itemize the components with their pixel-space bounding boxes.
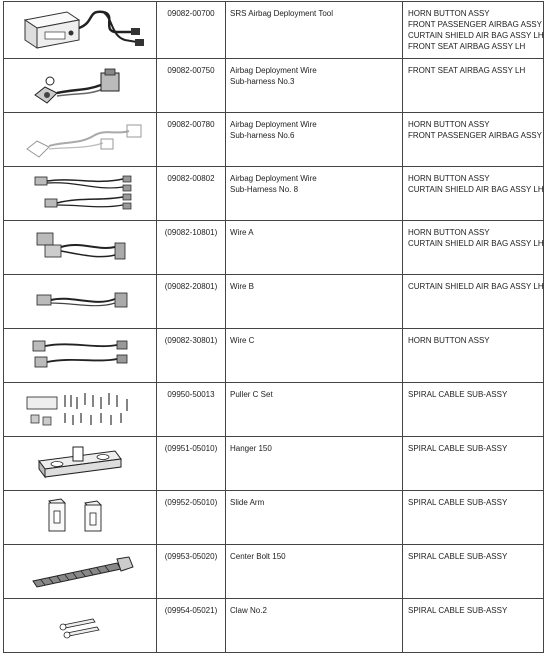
applicable-part: CURTAIN SHIELD AIR BAG ASSY LH: [408, 31, 544, 40]
tool-name-line: Airbag Deployment Wire: [230, 174, 317, 183]
part-number: 09082-00780: [157, 113, 226, 167]
tool-name-line: Wire A: [230, 228, 254, 237]
applicable-part: SPIRAL CABLE SUB-ASSY: [408, 606, 508, 615]
tool-name-line: Hanger 150: [230, 444, 272, 453]
tool-name: [226, 437, 403, 491]
applicable-part: CURTAIN SHIELD AIR BAG ASSY LH: [408, 282, 544, 291]
applicable-part: SPIRAL CABLE SUB-ASSY: [408, 498, 508, 507]
applicable-parts: [403, 545, 544, 599]
table-row: [4, 2, 544, 59]
applicable-parts: [403, 491, 544, 545]
part-number: (09082-20801): [157, 275, 226, 329]
tool-illustration-cell: [4, 437, 157, 491]
tool-name: [226, 545, 403, 599]
applicable-part: SPIRAL CABLE SUB-ASSY: [408, 444, 508, 453]
tool-name-line: Sub-harness No.6: [230, 131, 295, 140]
tool-name: [226, 491, 403, 545]
table-row: [4, 275, 544, 329]
table-row: [4, 383, 544, 437]
tool-name-line: Slide Arm: [230, 498, 265, 507]
table-row: [4, 491, 544, 545]
tool-illustration-cell: [4, 383, 157, 437]
applicable-parts: [403, 329, 544, 383]
tool-name: [226, 167, 403, 221]
tool-illustration-cell: [4, 59, 157, 113]
tool-name-line: Sub-harness No.3: [230, 77, 295, 86]
table-row: [4, 437, 544, 491]
sub-harness-no3-icon: [5, 59, 155, 111]
applicable-parts: [403, 383, 544, 437]
applicable-parts: [403, 59, 544, 113]
applicable-part: SPIRAL CABLE SUB-ASSY: [408, 390, 508, 399]
tool-name-line: Airbag Deployment Wire: [230, 120, 317, 129]
applicable-parts: [403, 2, 544, 59]
applicable-part: FRONT SEAT AIRBAG ASSY LH: [408, 42, 526, 51]
tool-illustration-cell: [4, 491, 157, 545]
center-bolt-icon: [5, 545, 155, 597]
applicable-part: SPIRAL CABLE SUB-ASSY: [408, 552, 508, 561]
applicable-part: FRONT PASSENGER AIRBAG ASSY: [408, 131, 542, 140]
tool-name-line: Center Bolt 150: [230, 552, 286, 561]
applicable-parts: [403, 275, 544, 329]
tool-name-line: Wire B: [230, 282, 254, 291]
applicable-part: CURTAIN SHIELD AIR BAG ASSY LH: [408, 239, 544, 248]
part-number: 09082-00750: [157, 59, 226, 113]
tool-name: [226, 113, 403, 167]
wire-c-icon: [5, 329, 155, 381]
tool-illustration-cell: [4, 599, 157, 653]
tool-illustration-cell: [4, 221, 157, 275]
part-number: 09082-00802: [157, 167, 226, 221]
tool-name-line: Sub-Harness No. 8: [230, 185, 299, 194]
part-number: (09952-05010): [157, 491, 226, 545]
slide-arm-icon: [5, 491, 155, 543]
applicable-part: FRONT SEAT AIRBAG ASSY LH: [408, 66, 526, 75]
part-number: (09082-10801): [157, 221, 226, 275]
part-number: 09082-00700: [157, 2, 226, 59]
part-number: 09950-50013: [157, 383, 226, 437]
applicable-part: HORN BUTTON ASSY: [408, 9, 490, 18]
tool-illustration-cell: [4, 329, 157, 383]
tool-illustration-cell: [4, 275, 157, 329]
applicable-part: HORN BUTTON ASSY: [408, 228, 490, 237]
applicable-part: HORN BUTTON ASSY: [408, 120, 490, 129]
applicable-part: CURTAIN SHIELD AIR BAG ASSY LH: [408, 185, 544, 194]
claw-icon: [5, 599, 155, 651]
tool-name: [226, 2, 403, 59]
applicable-parts: [403, 599, 544, 653]
applicable-parts: [403, 167, 544, 221]
applicable-part: HORN BUTTON ASSY: [408, 336, 490, 345]
tool-name: [226, 221, 403, 275]
table-row: [4, 167, 544, 221]
deployment-tool-icon: [5, 2, 155, 57]
applicable-part: HORN BUTTON ASSY: [408, 174, 490, 183]
tool-illustration-cell: [4, 113, 157, 167]
tool-name-line: Airbag Deployment Wire: [230, 66, 317, 75]
puller-c-set-icon: [5, 383, 155, 435]
special-service-tools-table: [3, 1, 544, 653]
part-number: (09951-05010): [157, 437, 226, 491]
table-row: [4, 599, 544, 653]
sub-harness-no8-icon: [5, 167, 155, 219]
part-number: (09954-05021): [157, 599, 226, 653]
sub-harness-no6-icon: [5, 113, 155, 165]
part-number: (09953-05020): [157, 545, 226, 599]
tool-name-line: Puller C Set: [230, 390, 273, 399]
part-number: (09082-30801): [157, 329, 226, 383]
applicable-parts: [403, 113, 544, 167]
tool-name-line: Claw No.2: [230, 606, 267, 615]
tool-name: [226, 599, 403, 653]
table-row: [4, 329, 544, 383]
hanger-icon: [5, 437, 155, 489]
tool-name: [226, 329, 403, 383]
tool-illustration-cell: [4, 167, 157, 221]
applicable-parts: [403, 437, 544, 491]
tool-name-line: SRS Airbag Deployment Tool: [230, 9, 334, 18]
wire-b-icon: [5, 275, 155, 327]
tool-illustration-cell: [4, 545, 157, 599]
tool-name: [226, 59, 403, 113]
tool-illustration-cell: [4, 2, 157, 59]
table-row: [4, 545, 544, 599]
tool-name: [226, 383, 403, 437]
applicable-parts: [403, 221, 544, 275]
applicable-part: FRONT PASSENGER AIRBAG ASSY: [408, 20, 542, 29]
table-row: [4, 113, 544, 167]
tool-name-line: Wire C: [230, 336, 255, 345]
tool-name: [226, 275, 403, 329]
table-row: [4, 59, 544, 113]
table-row: [4, 221, 544, 275]
wire-a-icon: [5, 221, 155, 273]
